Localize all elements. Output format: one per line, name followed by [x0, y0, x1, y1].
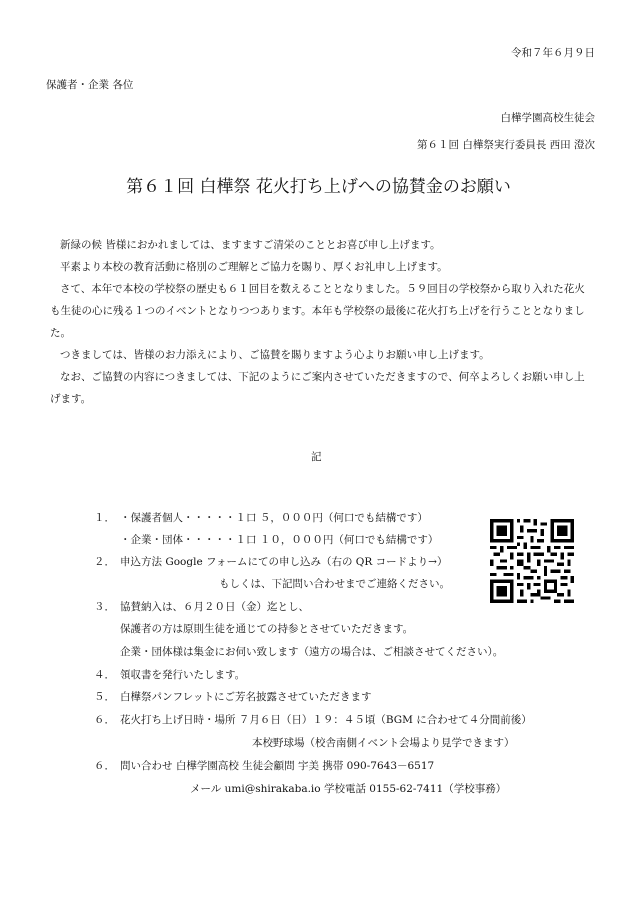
item-text: 領収書を発行いたします。 — [120, 669, 246, 681]
paragraph: さて、本年で本校の学校祭の歴史も６１回目を数えることとなりました。５９回目の学校祭から取り入れた花火も生徒の心に残る１つのイベントとなりつつあります。本年も学校祭の最後に花火打ち上げを行うこととなりました。 — [50, 283, 585, 339]
item-text: 白樺祭パンフレットにご芳名披露させていただきます — [120, 691, 372, 703]
paragraph: つきましては、皆様のお力添えにより、ご協賛を賜りますよう心よりお願い申し上げます。 — [60, 349, 490, 361]
sender-organization: 白樺学園高校生徒会 — [500, 112, 595, 124]
item-number: ６． — [94, 714, 115, 726]
sender-person: 第６１回 白樺祭実行委員長 西田 澄次 — [416, 139, 595, 151]
item-text: ・保護者個人・・・・・１口 ５，０００円（何口でも結構です） — [120, 512, 428, 524]
paragraph: 新緑の候 皆様におかれましては、ますますご清栄のこととお喜び申し上げます。 — [60, 239, 441, 251]
document-date: 令和７年６月９日 — [511, 47, 595, 59]
item-text: 協賛納入は、６月２０日（金）迄とし、 — [120, 601, 309, 613]
item-text: 問い合わせ 白樺学園高校 生徒会顧問 宇美 携帯 090-7643－6517 — [120, 760, 435, 772]
item-text: 花火打ち上げ日時・場所 ７月６日（日）１９：４５頃（BGM に合わせて４分間前後） — [120, 714, 532, 726]
item-text: 本校野球場（校舎南側イベント会場より見学できます） — [252, 737, 515, 749]
ki-heading: 記 — [311, 451, 322, 463]
item-text: 企業・団体様は集金にお伺い致します（遠方の場合は、ご相談させてください）。 — [120, 646, 504, 658]
item-text: ・企業・団体・・・・・１口 １０，０００円（何口でも結構です） — [120, 534, 439, 546]
page-title: 第６１回 白樺祭 花火打ち上げへの協賛金のお願い — [126, 177, 511, 197]
paragraph: なお、ご協賛の内容につきましては、下記のようにご案内させていただきますので、何卒よろしくお願い申し上げます。 — [50, 371, 585, 405]
item-number: ２． — [94, 556, 115, 568]
item-text: もしくは、下記問い合わせまでご連絡ください。 — [219, 578, 450, 590]
addressee: 保護者・企業 各位 — [46, 79, 134, 91]
item-number: ６． — [94, 760, 115, 772]
item-text: 申込方法 Google フォームにての申し込み（右の QR コードより→） — [120, 556, 448, 568]
qr-code-icon[interactable] — [490, 519, 574, 603]
item-number: ４． — [94, 669, 115, 681]
item-number: ３． — [94, 601, 115, 613]
body-text — [50, 234, 590, 410]
item-number: ５． — [94, 691, 115, 703]
item-text: メール umi@shirakaba.io 学校電話 0155-62-7411（学校事務） — [190, 783, 507, 795]
paragraph: 平素より本校の教育活動に格別のご理解とご協力を賜り、厚くお礼申し上げます。 — [60, 261, 448, 273]
item-number: １． — [94, 512, 115, 524]
item-text: 保護者の方は原則生徒を通じての持参とさせていただきます。 — [120, 623, 414, 635]
